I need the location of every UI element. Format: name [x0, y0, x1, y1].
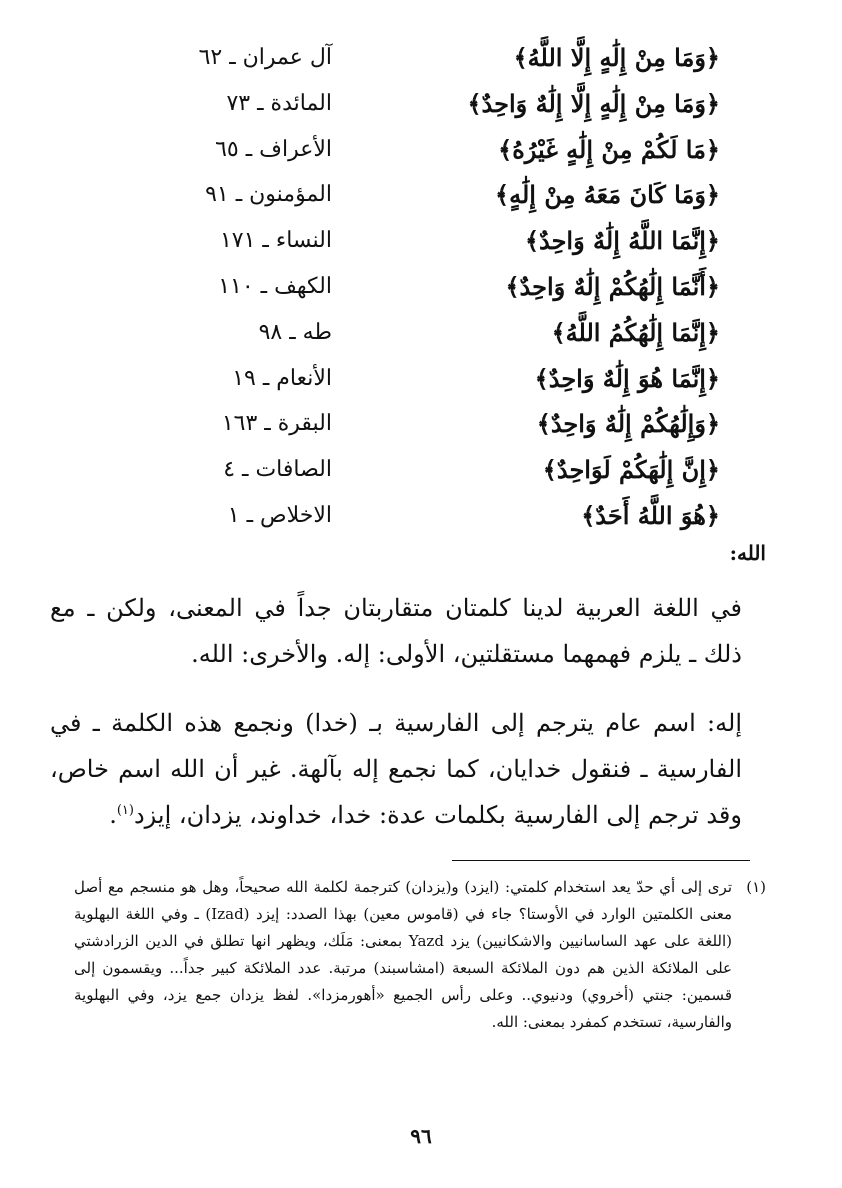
verse-row — [150, 496, 720, 542]
paragraph-2-text: إله: اسم عام يترجم إلى الفارسية بـ (خدا) ونجمع هذه الكلمة ـ في الفارسية ـ فنقول خدايان، كما نجمع إله بآلهة. غير أن الله اسم خاص، وقد ترجم إلى الفارسية بكلمات عدة: خدا، خداوند، يزدان، إيزد — [50, 709, 742, 829]
verse-row — [150, 38, 720, 84]
section-heading: الله: — [729, 541, 766, 565]
verse-text: ﴿أَنَّمَا إِلَٰهُكُمْ إِلَٰهٌ وَاحِدٌ﴾ — [505, 271, 720, 301]
verse-text: ﴿وَإِلَٰهُكُمْ إِلَٰهٌ وَاحِدٌ﴾ — [536, 409, 720, 439]
verse-reference: الكهف ـ ١١٠ — [218, 273, 332, 299]
verse-reference: الأعراف ـ ٦٥ — [215, 136, 332, 162]
verse-row — [150, 221, 720, 267]
verse-reference: الاخلاص ـ ١ — [227, 502, 332, 528]
verse-text: ﴿إِنَّمَا اللَّهُ إِلَٰهٌ وَاحِدٌ﴾ — [524, 226, 720, 256]
verse-row — [150, 313, 720, 359]
verse-reference: المائدة ـ ٧٣ — [226, 90, 332, 116]
page-number: ٩٦ — [410, 1124, 432, 1148]
verse-row — [150, 84, 720, 130]
verse-text: ﴿وَمَا مِنْ إِلَٰهٍ إِلَّا اللَّهُ﴾ — [513, 43, 720, 72]
paragraph-2-end: . — [109, 801, 117, 829]
verse-reference: طه ـ ٩٨ — [258, 319, 332, 345]
verse-reference: الصافات ـ ٤ — [223, 457, 332, 483]
footnote-text: ترى إلى أي حدّ يعد استخدام كلمتي: (ايزد) و(يزدان) كترجمة لكلمة الله صحيحاً، وهل هو منسجم مع أصل معنى الكلمتين الوارد في الأوستا؟ جاء في (قاموس معين) بهذا الصدد: إيزد (Izad) ـ وفي اللغة البهلوية (اللغة على عهد الساسانيين والاشكانيين) يزد Yazd بمعنى: مَلَك، ويظهر انها تطلق في الدين الزرادشتي على الملائكة الذين هم دون الملائكة السبعة (امشاسبند) مرتبة. عدد الملائكة كبير جداً... ويقسمون إلى قسمين: جنتي (أخروي) ودنيوي.. وعلى رأس الجميع «أهورمزدا». لفظ يزدان جمع يزد، وفي البهلوية والفارسية، تستخدم كمفرد بمعنى: الله. — [74, 878, 733, 1031]
footnote — [74, 874, 766, 1036]
paragraph-2 — [50, 700, 766, 838]
footnote-reference: (١) — [116, 803, 134, 818]
paragraph-1: في اللغة العربية لدينا كلمتان متقاربتان جداً في المعنى، ولكن ـ مع ذلك ـ يلزم فهمهما مستقلتين، الأولى: إله. والأخرى: الله. — [50, 594, 742, 668]
footnote-divider — [452, 860, 750, 861]
verse-row — [150, 450, 720, 496]
verse-row — [150, 359, 720, 405]
verse-table — [150, 38, 720, 542]
verse-row — [150, 267, 720, 313]
verse-reference: آل عمران ـ ٦٢ — [198, 45, 332, 70]
verse-row — [150, 175, 720, 221]
verse-text: ﴿مَا لَكُمْ مِنْ إِلَٰهٍ غَيْرُهُ﴾ — [498, 134, 720, 164]
verse-text: ﴿إِنَّمَا إِلَٰهُكُمُ اللَّهُ﴾ — [551, 317, 720, 347]
verse-row — [150, 404, 720, 450]
verse-text: ﴿إِنَّ إِلَٰهَكُمْ لَوَاحِدٌ﴾ — [542, 455, 720, 485]
verse-reference: الأنعام ـ ١٩ — [232, 365, 332, 391]
verse-row — [150, 130, 720, 176]
verse-reference: البقرة ـ ١٦٣ — [221, 411, 332, 437]
footnote-marker: (١) — [746, 878, 766, 896]
verse-text: ﴿وَمَا كَانَ مَعَهُ مِنْ إِلَٰهٍ﴾ — [495, 180, 720, 210]
verse-text: ﴿هُوَ اللَّهُ أَحَدٌ﴾ — [581, 500, 720, 530]
verse-text: ﴿وَمَا مِنْ إِلَٰهٍ إِلَّا إِلَٰهٌ وَاحِدٌ﴾ — [467, 88, 720, 118]
verse-reference: المؤمنون ـ ٩١ — [205, 182, 332, 208]
verse-text: ﴿إِنَّمَا هُوَ إِلَٰهٌ وَاحِدٌ﴾ — [534, 363, 720, 393]
verse-reference: النساء ـ ١٧١ — [219, 228, 332, 254]
